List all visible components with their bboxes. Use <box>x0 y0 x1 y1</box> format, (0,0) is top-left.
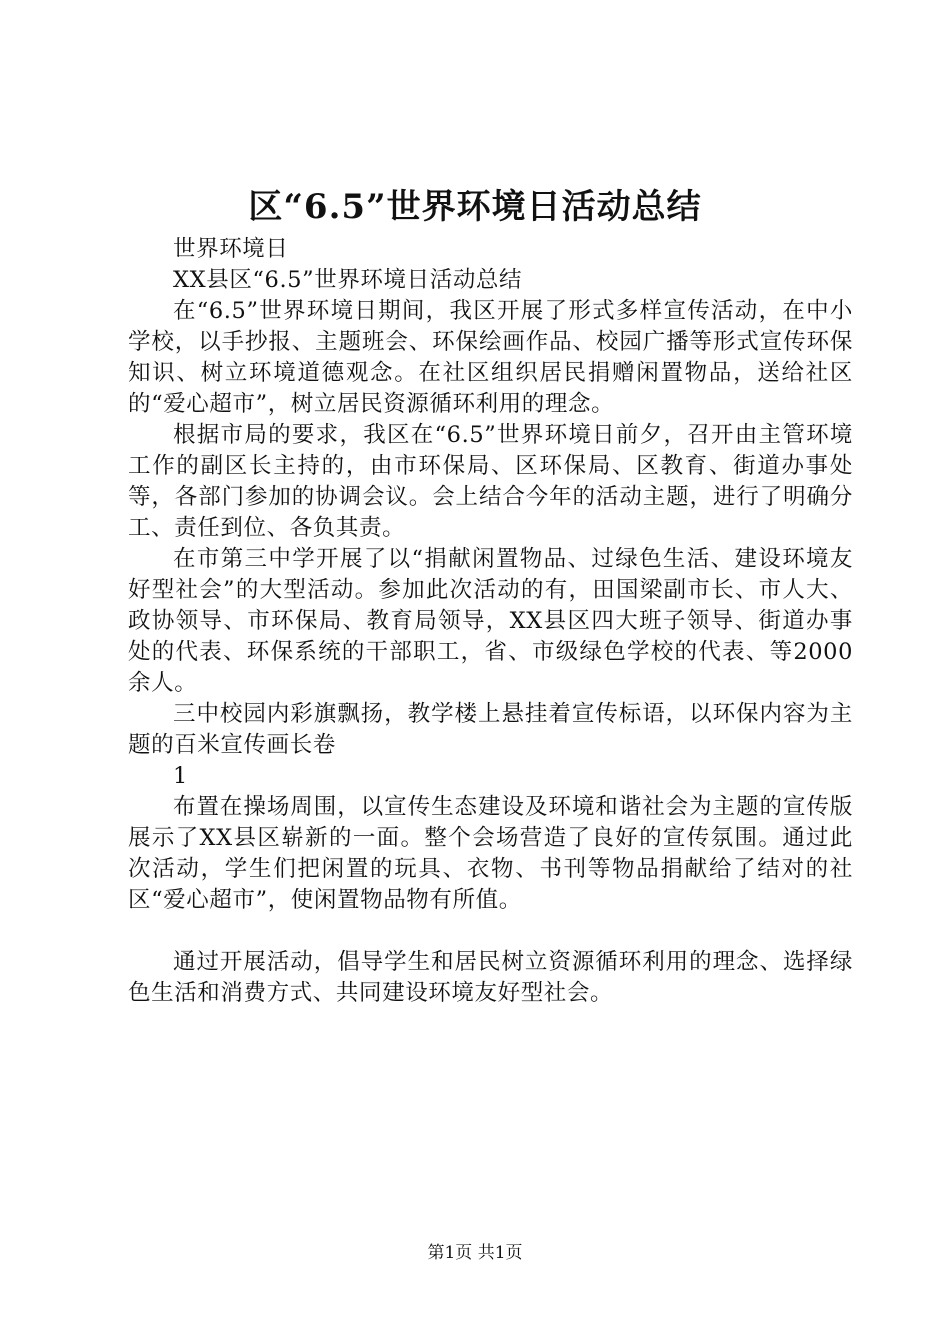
document-title: 区“6.5”世界环境日活动总结 <box>248 187 702 227</box>
paragraph-activities: 在“6.5”世界环境日期间，我区开展了形式多样宣传活动，在中小学校，以手抄报、主题班会、环保绘画作品、校园广播等形式宣传环保知识、树立环境道德观念。在社区组织居民捐赠闲置物品，送给社区的“爱心超市”，树立居民资源循环利用的理念。 <box>128 298 853 417</box>
paragraph-event: 在市第三中学开展了以“捐献闲置物品、过绿色生活、建设环境友好型社会”的大型活动。参加此次活动的有，田国梁副市长、市人大、政协领导、市环保局、教育局领导，XX县区四大班子领导、街道办事处的代表、环保系统的干部职工，省、市级绿色学校的代表、等2000余人。 <box>128 546 853 696</box>
paragraph-display: 布置在操场周围，以宣传生态建设及环境和谐社会为主题的宣传版展示了XX县区崭新的一面。整个会场营造了良好的宣传氛围。通过此次活动，学生们把闲置的玩具、衣物、书刊等物品捐献给了结对的社区“爱心超市”，使闲置物品物有所值。 <box>128 794 853 913</box>
paragraph-subject: 世界环境日 <box>173 236 289 262</box>
inline-page-number: 1 <box>173 763 188 789</box>
document-body <box>128 234 853 1009</box>
paragraph-heading: XX县区“6.5”世界环境日活动总结 <box>173 267 523 293</box>
page-footer: 第1页 共1页 <box>427 1243 523 1263</box>
paragraph-campus: 三中校园内彩旗飘扬，教学楼上悬挂着宣传标语，以环保内容为主题的百米宣传画长卷 <box>128 701 853 758</box>
paragraph-meeting: 根据市局的要求，我区在“6.5”世界环境日前夕，召开由主管环境工作的副区长主持的，由市环保局、区环保局、区教育、街道办事处等，各部门参加的协调会议。会上结合今年的活动主题，进行了明确分工、责任到位、各负其责。 <box>128 422 853 541</box>
paragraph-conclusion: 通过开展活动，倡导学生和居民树立资源循环利用的理念、选择绿色生活和消费方式、共同建设环境友好型社会。 <box>128 949 853 1006</box>
